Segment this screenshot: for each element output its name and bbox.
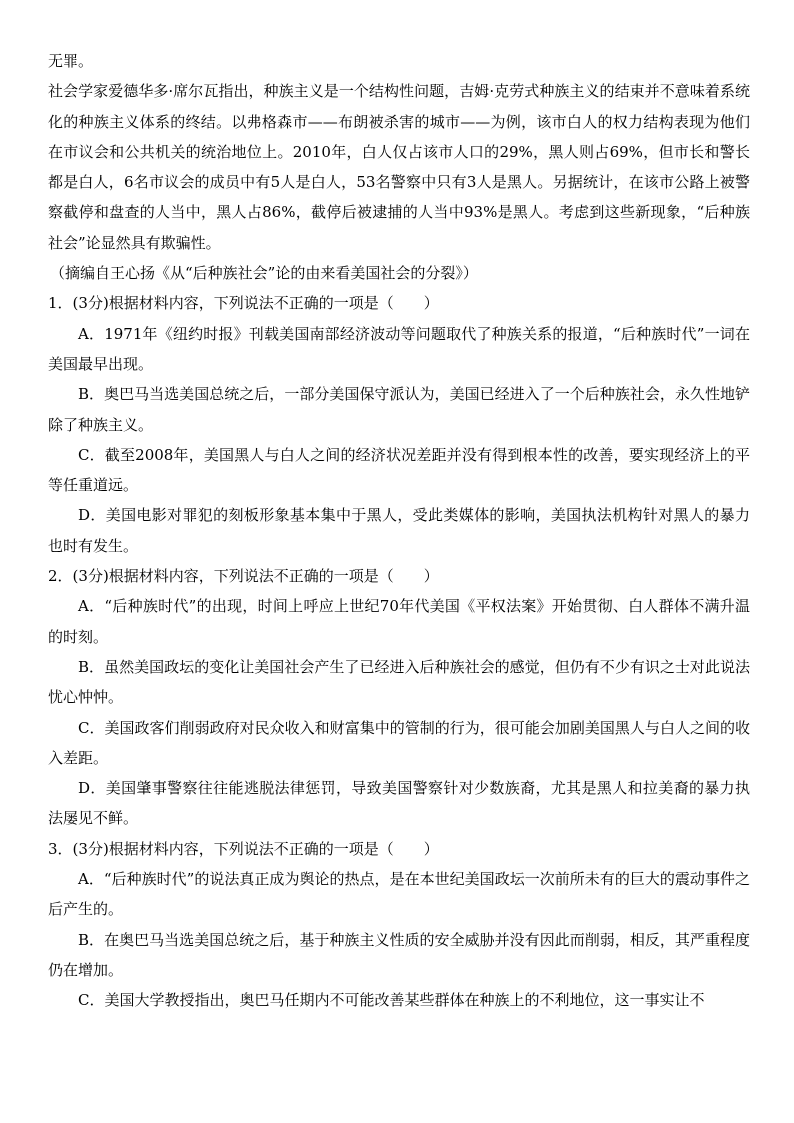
question-stem: 2．(3分)根据材料内容，下列说法不正确的一项是（ ） <box>48 567 439 586</box>
question-stem: 3．(3分)根据材料内容，下列说法不正确的一项是（ ） <box>48 839 439 858</box>
question-option: B．在奥巴马当选美国总统之后，基于种族主义性质的安全威胁并没有因此而削弱，相反，其严重程度仍在增加。 <box>48 930 750 979</box>
question-option: D．美国肇事警察往往能逃脱法律惩罚，导致美国警察针对少数族裔，尤其是黑人和拉美裔的暴力执法屡见不鲜。 <box>48 779 750 828</box>
question-stem: 1．(3分)根据材料内容，下列说法不正确的一项是（ ） <box>48 294 439 313</box>
question-option: C．美国大学教授指出，奥巴马任期内不可能改善某些群体在种族上的不利地位，这一事实让不 <box>78 991 705 1010</box>
passage-paragraph: 无罪。 <box>48 52 94 70</box>
question-option: C．美国政客们削弱政府对民众收入和财富集中的管制的行为，很可能会加剧美国黑人与白人之间的收入差距。 <box>48 718 750 767</box>
question-option: B．虽然美国政坛的变化让美国社会产生了已经进入后种族社会的感觉，但仍有不少有识之士对此说法忧心忡忡。 <box>48 657 750 707</box>
document-page <box>48 46 750 1016</box>
question-option: A．1971年《纽约时报》刊载美国南部经济波动等问题取代了种族关系的报道，“后种族时代”一词在美国最早出现。 <box>48 324 750 373</box>
question-option: D．美国电影对罪犯的刻板形象基本集中于黑人，受此类媒体的影响，美国执法机构针对黑人的暴力也时有发生。 <box>48 506 750 555</box>
question-option: B．奥巴马当选美国总统之后，一部分美国保守派认为，美国已经进入了一个后种族社会，永久性地铲除了种族主义。 <box>48 385 750 434</box>
question-option: C．截至2008年，美国黑人与白人之间的经济状况差距并没有得到根本性的改善，要实现经济上的平等任重道远。 <box>48 445 750 495</box>
question-option: A．“后种族时代”的出现，时间上呼应上世纪70年代美国《平权法案》开始贯彻、白人群体不满升温的时刻。 <box>48 597 750 646</box>
passage-source: （摘编自王心扬《从“后种族社会”论的由来看美国社会的分裂》） <box>50 264 478 283</box>
passage-paragraph: 社会学家爱德华多·席尔瓦指出，种族主义是一个结构性问题，吉姆·克劳式种族主义的结束并不意味着系统化的种族主义体系的终结。以弗格森市——布朗被杀害的城市——为例，该市白人的权力结构表现为他们在市议会和公共机关的统治地位上。2010年，白人仅占该市人口的29%，黑人则占69%，但市长和警长都是白人，6名市议会的成员中有5人是白人，53名警察中只有3人是黑人。另据统计，在该市公路上被警察截停和盘查的人当中，黑人占86%，截停后被逮捕的人当中93%是黑人。考虑到这些新现象，“后种族社会”论显然具有欺骗性。 <box>48 82 750 252</box>
question-option: A．“后种族时代”的说法真正成为舆论的热点，是在本世纪美国政坛一次前所未有的巨大的震动事件之后产生的。 <box>48 870 750 919</box>
